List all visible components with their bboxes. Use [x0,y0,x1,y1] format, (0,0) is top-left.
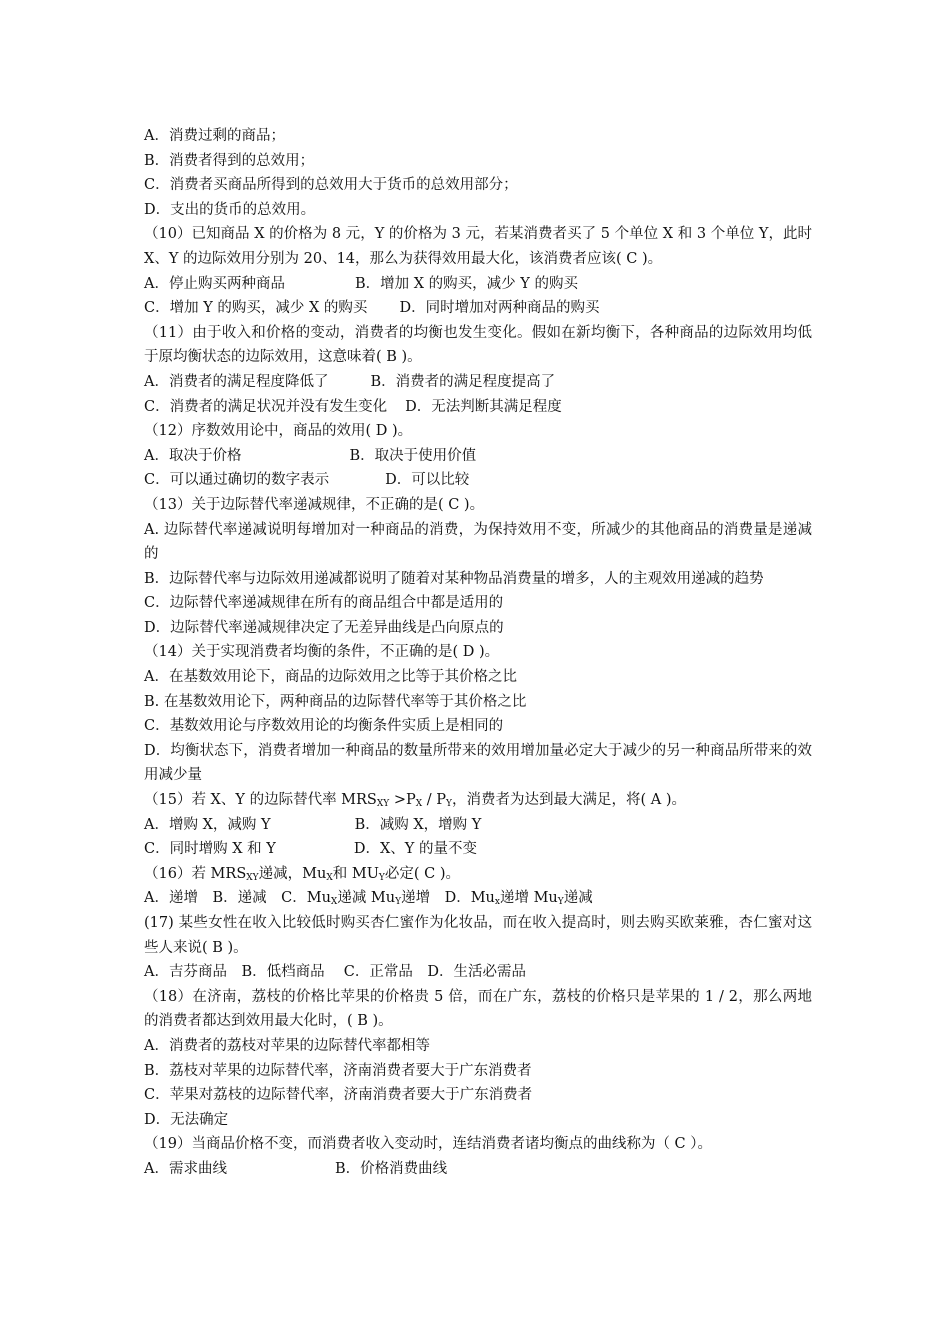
text-line [144,567,812,592]
line-text: C．边际替代率递减规律在所有的商品组合中都是适用的 [144,595,504,612]
line-text: A．吉芬商品 B．低档商品 C．正常品 D．生活必需品 [144,964,526,981]
text-line [144,985,812,1034]
option-right: B．减购 X，增购 Y [354,816,482,833]
text-line [144,640,812,665]
subscript: Y [557,897,564,908]
text-line [144,222,812,271]
text-line [144,837,812,862]
line-text: D．均衡状态下，消费者增加一种商品的数量所带来的效用增加量必定大于减少的另一种商品所带来的效用减少量 [144,742,812,784]
text-line [144,198,812,223]
text-line [144,149,812,174]
line-text: A．在基数效用论下，商品的边际效用之比等于其价格之比 [144,669,517,686]
subscript: XY [246,872,259,883]
option-left: C．消费者的满足状况并没有发生变化 [144,398,388,415]
option-right: B．取决于使用价值 [349,447,477,464]
subscript: X [415,799,423,810]
option-right: D．X、Y 的量不变 [353,841,477,858]
option-right: B．增加 X 的购买，减少 Y 的购买 [354,275,578,292]
text-line [144,493,812,518]
subscript: Y [446,799,452,810]
option-left: A．增购 X，减购 Y [144,816,271,833]
line-text: （10）已知商品 X 的价格为 8 元，Y 的价格为 3 元，若某消费者买了 5 个单位 X 和 3 个单位 Y，此时 X、Y 的边际效用分别为 20、14，那么为获得效用最大化，该消费者应该( C )。 [144,226,812,267]
option-right: D．同时增加对两种商品的购买 [399,300,600,317]
option-left: A．停止购买两种商品 [144,275,285,292]
text-line [144,1059,812,1084]
text-line [144,419,812,444]
line-text: （11）由于收入和价格的变动，消费者的均衡也发生变化。假如在新均衡下，各种商品的边际效用均低于原均衡状态的边际效用，这意味着( B )。 [144,324,812,366]
line-text: C．苹果对荔枝的边际替代率，济南消费者要大于广东消费者 [144,1087,533,1104]
subscript: XY [376,799,390,810]
line-text: （14）关于实现消费者均衡的条件，不正确的是( D )。 [144,644,500,661]
text-line [144,862,812,887]
text-line [144,370,812,395]
option-right: D．可以比较 [385,472,470,489]
line-text: B. 在基数效用论下，两种商品的边际替代率等于其价格之比 [144,693,527,710]
text-line [144,173,812,198]
subscript: Y [395,897,402,908]
text-line [144,960,812,985]
text-line [144,911,812,960]
text-line [144,886,812,911]
line-text: A. 边际替代率递减说明每增加对一种商品的消费，为保持效用不变，所减少的其他商品的消费量是递减的 [144,521,812,563]
option-left: A．消费者的满足程度降低了 [144,373,329,390]
text-line [144,321,812,370]
line-text: （15）若 X、Y 的边际替代率 MRS [144,792,377,809]
line-text: 递减 [563,890,593,907]
line-text: 递减，Mu [258,865,327,882]
line-text: / P [422,792,447,809]
subscript: Y [378,872,385,883]
line-text: (17) 某些女性在收入比较低时购买杏仁蜜作为化妆品，而在收入提高时，则去购买欧莱雅，杏仁蜜对这些人来说( B )。 [144,915,812,956]
option-left: A．取决于价格 [144,447,242,464]
line-text: （19）当商品价格不变，而消费者收入变动时，连结消费者诸均衡点的曲线称为（ C ）。 [144,1136,713,1153]
text-line [144,616,812,641]
line-text: （13）关于边际替代率递减规律，不正确的是( C )。 [144,496,485,513]
text-line [144,714,812,739]
option-right: D．无法判断其满足程度 [405,398,562,415]
line-text: D．无法确定 [144,1111,229,1128]
text-line [144,813,812,838]
document-body [144,124,812,1182]
subscript: x [494,897,500,908]
text-line [144,1034,812,1059]
line-text: 必定( C )。 [384,865,461,882]
text-line [144,591,812,616]
line-text: （16）若 MRS [144,865,247,882]
text-line [144,739,812,788]
text-line [144,518,812,567]
text-line [144,296,812,321]
text-line [144,124,812,149]
text-line [144,788,812,813]
line-text: D．支出的货币的总效用。 [144,201,316,218]
text-line [144,395,812,420]
option-right: B．价格消费曲线 [334,1160,448,1177]
option-right: B．消费者的满足程度提高了 [370,373,556,390]
line-text: 递减 Mu [337,890,396,907]
line-text: A．递增 B．递减 C．Mu [144,890,331,907]
line-text: 递增 D．Mu [401,890,495,907]
text-line [144,1132,812,1157]
text-line [144,665,812,690]
line-text: B．边际替代率与边际效用递减都说明了随着对某种物品消费量的增多，人的主观效用递减的趋势 [144,570,764,587]
line-text: （12）序数效用论中，商品的效用( D )。 [144,423,413,440]
text-line [144,444,812,469]
line-text: 递增 Mu [499,890,558,907]
line-text: >P [389,792,416,809]
subscript: X [330,897,338,908]
text-line [144,1083,812,1108]
line-text: 和 MU [332,865,379,882]
option-left: C．可以通过确切的数字表示 [144,472,330,489]
option-left: A．需求曲线 [144,1160,227,1177]
option-left: C．同时增购 X 和 Y [144,841,276,858]
line-text: （18）在济南，荔枝的价格比苹果的价格贵 5 倍，而在广东，荔枝的价格只是苹果的 1 / 2，那么两地的消费者都达到效用最大化时，( B )。 [144,988,812,1030]
option-left: C．增加 Y 的购买，减少 X 的购买 [144,300,368,317]
line-text: B．消费者得到的总效用； [144,152,315,169]
text-line [144,690,812,715]
line-text: A．消费过剩的商品； [144,128,285,144]
text-line [144,272,812,297]
line-text: C．消费者买商品所得到的总效用大于货币的总效用部分； [144,177,518,194]
text-line [144,1157,812,1182]
subscript: X [326,872,333,883]
line-text: D．边际替代率递减规律决定了无差异曲线是凸向原点的 [144,619,504,636]
line-text: A．消费者的荔枝对苹果的边际替代率都相等 [144,1037,430,1054]
text-line [144,468,812,493]
line-text: B．荔枝对苹果的边际替代率，济南消费者要大于广东消费者 [144,1062,532,1079]
text-line [144,1108,812,1133]
line-text: C．基数效用论与序数效用论的均衡条件实质上是相同的 [144,718,504,735]
line-text: ，消费者为达到最大满足，将( A )。 [452,792,687,809]
